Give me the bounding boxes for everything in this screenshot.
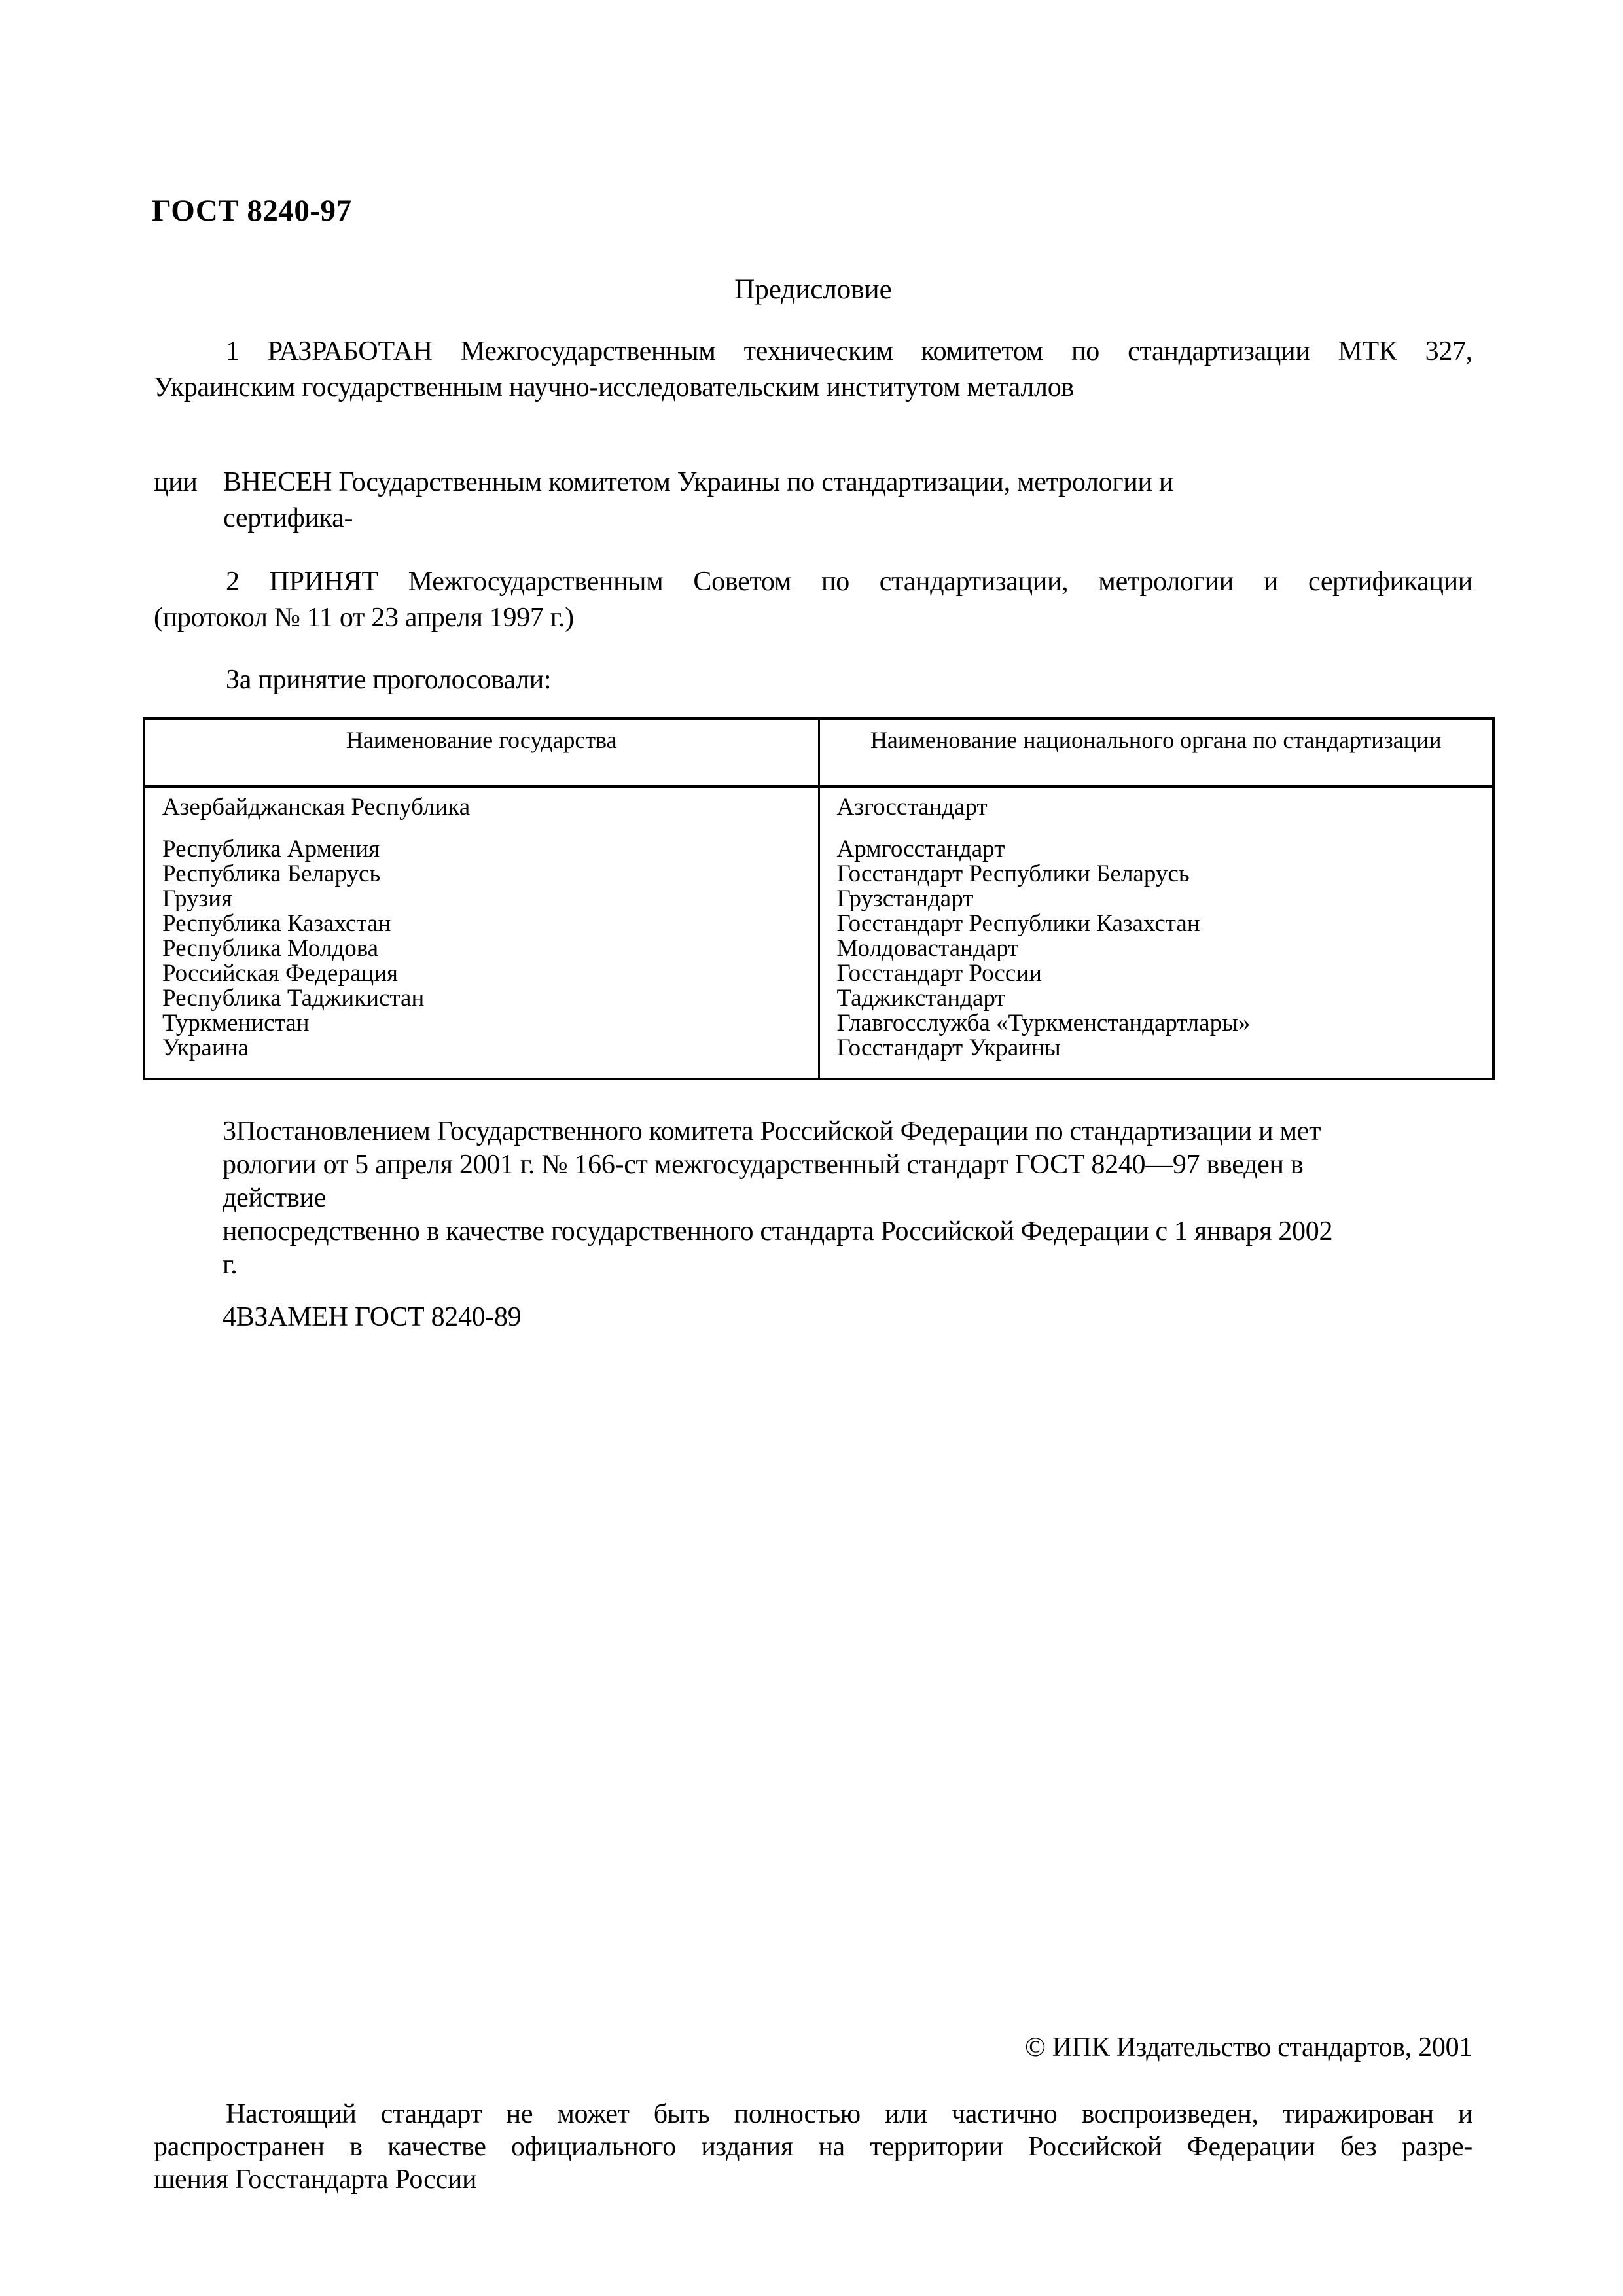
para-submitted-line-2: сертифика- (223, 503, 353, 533)
org-cell: Госстандарт Украины (836, 1036, 1061, 1061)
country-cell: Республика Казахстан (144, 911, 819, 936)
vote-intro-line: За принятие проголосовали: (226, 665, 552, 695)
header-cell-country: Наименование государства (144, 718, 819, 787)
para-developed (154, 334, 1472, 406)
table-row (144, 936, 1493, 961)
para-adopted-line-1: 2 ПРИНЯТ Межгосударственным Советом по стандартизации, метрологии и сертификации (226, 567, 1472, 597)
para-decree-line-3: действие (223, 1183, 327, 1213)
org-cell: Молдовастандарт (836, 936, 1019, 961)
org-cell: Таджикстандарт (836, 986, 1006, 1011)
country-cell: Республика Армения (144, 837, 819, 862)
para-submitted-line-1: ВНЕСЕН Государственным комитетом Украины по стандартизации, метрологии и (223, 467, 1174, 497)
para-replaces (223, 1299, 1466, 1335)
para-decree-line-1: 3Постановлением Государственного комитета Российской Федерации по стандартизации и мет (223, 1116, 1321, 1146)
country-cell: Российская Федерация (144, 961, 819, 986)
table-row (144, 1036, 1493, 1079)
vote-table-body (144, 787, 1493, 1080)
table-row (144, 961, 1493, 986)
doc-number: ГОСТ 8240-97 (152, 194, 352, 228)
country-cell: Туркменистан (144, 1011, 819, 1036)
para-restriction (154, 2098, 1472, 2196)
country-cell: Грузия (144, 887, 819, 911)
para-decree (223, 1115, 1495, 1282)
country-cell: Республика Молдова (144, 936, 819, 961)
copyright-line: © ИПК Издательство стандартов, 2001 (1024, 2032, 1472, 2062)
table-row (144, 862, 1493, 887)
org-cell: Главгосслужба «Туркменстандартлары» (836, 1011, 1251, 1036)
para-adopted-line-2: (протокол № 11 от 23 апреля 1997 г.) (154, 603, 574, 633)
country-cell: Республика Беларусь (144, 862, 819, 887)
para-decree-line-5: г. (223, 1250, 238, 1280)
section-heading: Предисловие (734, 274, 892, 305)
para-replaces-line: 4ВЗАМЕН ГОСТ 8240-89 (223, 1302, 522, 1332)
vote-intro (154, 662, 1472, 698)
table-row (144, 837, 1493, 862)
vote-table (143, 717, 1495, 1080)
org-cell: Госстандарт России (836, 961, 1042, 986)
country-cell: Азербайджанская Республика (144, 787, 819, 838)
org-cell: Армгосстандарт (836, 837, 1005, 862)
org-cell: Грузстандарт (836, 887, 974, 911)
header-cell-org: Наименование национального органа по стандартизации (819, 718, 1493, 787)
org-cell: Госстандарт Республики Беларусь (836, 862, 1190, 887)
para-restriction-line-3: шения Госстандарта России (154, 2164, 477, 2195)
table-row (144, 1011, 1493, 1036)
para-decree-line-4: непосредственно в качестве государственного стандарта Российской Федерации с 1 января 2002 (223, 1216, 1333, 1246)
para-submitted-body (223, 465, 1472, 537)
org-cell: Госстандарт Республики Казахстан (836, 911, 1200, 936)
vote-table-header-row (144, 718, 1493, 787)
para-submitted (154, 465, 1472, 537)
para-developed-line-2: Украинским государственным научно-исследовательским институтом металлов (154, 372, 1074, 402)
org-cell: Азгосстандарт (836, 794, 988, 821)
table-row (144, 887, 1493, 911)
table-row (144, 986, 1493, 1011)
para-adopted (154, 564, 1472, 636)
country-cell: Украина (144, 1036, 819, 1079)
country-cell: Республика Таджикистан (144, 986, 819, 1011)
para-restriction-line-1: Настоящий стандарт не может быть полностью или частично воспроизведен, тиражирован и (226, 2099, 1472, 2129)
para-developed-line-1: 1 РАЗРАБОТАН Межгосударственным техническим комитетом по стандартизации МТК 327, (226, 336, 1472, 366)
para-restriction-line-2: распространен в качестве официального издания на территории Российской Федерации без разре- (154, 2132, 1472, 2162)
vote-table-header (144, 718, 1493, 787)
table-row (144, 787, 1493, 838)
para-submitted-hanging-fragment: ции (154, 467, 198, 497)
para-decree-line-2: рологии от 5 апреля 2001 г. № 166-ст межгосударственный стандарт ГОСТ 8240—97 введен в (223, 1150, 1304, 1180)
table-row (144, 911, 1493, 936)
